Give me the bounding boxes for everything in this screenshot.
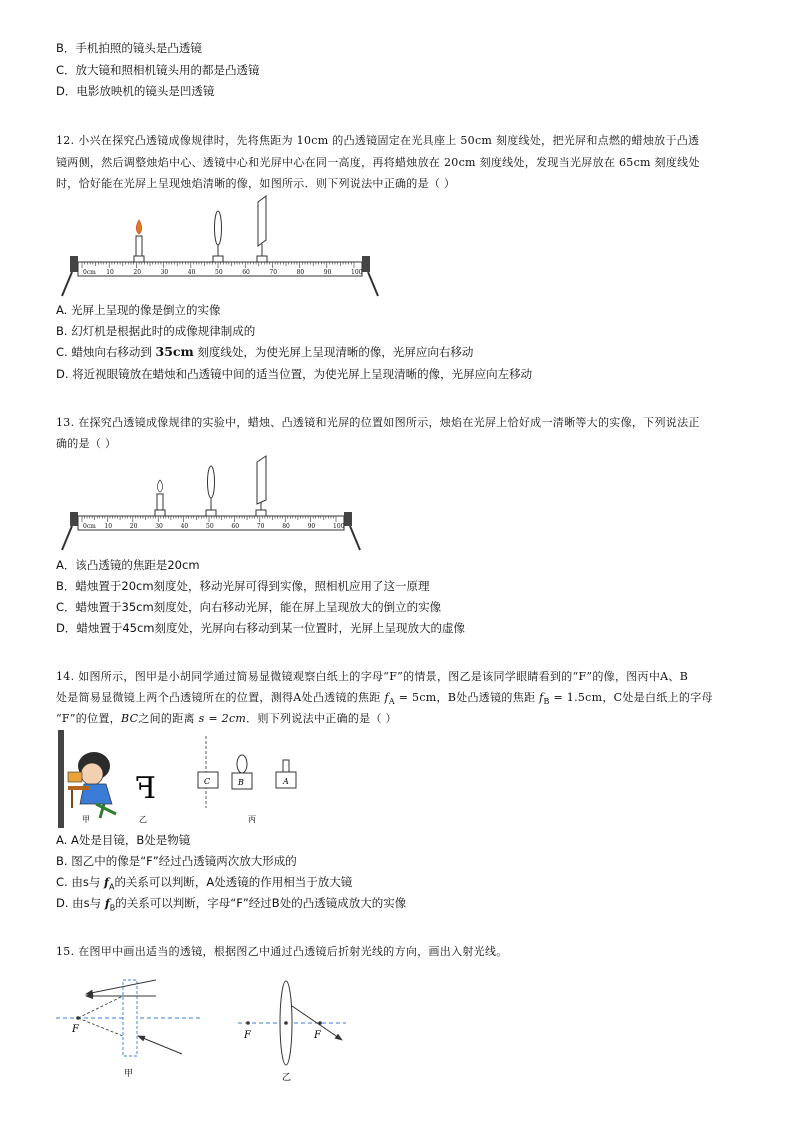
q14-stem-line1: 14. 如图所示，图甲是小胡同学通过简易显微镜观察白纸上的字母“F”的情景，图乙是该同学眼睛看到的“F”的像，图丙中A、B xyxy=(56,670,689,683)
q15-label-jia: 甲 xyxy=(124,1069,134,1079)
q13-screen xyxy=(256,456,266,516)
q12-lens xyxy=(213,211,223,262)
q15-figure xyxy=(52,966,352,1086)
q13-right-leg xyxy=(350,526,360,550)
q15-jia-dashed-ray-down xyxy=(78,1018,123,1036)
q14-option-d-f-symbol: f xyxy=(104,896,110,910)
q15-stem: 15. 在图甲中画出适当的透镜，根据图乙中通过凸透镜后折射光线的方向，画出入射光线。 xyxy=(56,945,508,958)
q15-jia-ray-bottom xyxy=(138,1036,182,1054)
q15-figure-jia xyxy=(56,980,202,1079)
q13-ruler-tick-label: 10 xyxy=(104,523,113,530)
q15-jia-lens-box xyxy=(123,980,137,1056)
q15-jia-focus-label: F xyxy=(72,1024,79,1035)
q14-label-bing: 丙 xyxy=(248,815,256,824)
q14-fb-symbol: f xyxy=(539,691,544,704)
q14-stem-line3 xyxy=(56,711,397,727)
q13-ruler-tick-label: 90 xyxy=(307,523,316,530)
q12-option-c-value: 35cm xyxy=(155,344,194,359)
q12-option-b: B. 幻灯机是根据此时的成像规律制成的 xyxy=(56,324,256,338)
q12-ruler-tick-label: 20 xyxy=(133,269,142,276)
q13-ruler-tick-label: 40 xyxy=(180,523,189,530)
q14-option-c-suffix: 的关系可以判断，A处透镜的作用相当于放大镜 xyxy=(114,875,353,889)
q14-lens-b-ring xyxy=(237,755,247,773)
q12-ruler-tick-label: 90 xyxy=(323,269,332,276)
q13-ruler-tick-label: 30 xyxy=(155,523,163,530)
q13-option-a: A．该凸透镜的焦距是20cm xyxy=(56,558,200,572)
q14-mirrored-f: F xyxy=(135,771,156,806)
q12-ruler-tick-label: 80 xyxy=(296,269,305,276)
q13-stem-line1: 13. 在探究凸透镜成像规律的实验中，蜡烛、凸透镜和光屏的位置如图所示，烛焰在光屏上恰好成一清晰等大的实像，下列说法正 xyxy=(56,416,700,429)
q15-yi-left-focus-label: F xyxy=(244,1030,251,1041)
q14-fa-value: = 5cm xyxy=(394,691,437,704)
q14-lens-c-label: C xyxy=(204,777,211,786)
q12-left-leg xyxy=(62,272,72,296)
q13-lens xyxy=(206,466,216,516)
q12-screen xyxy=(257,196,267,262)
q14-lens-a-label: A xyxy=(283,777,289,786)
q14-label-jia: 甲 xyxy=(82,815,90,824)
q14-student-illustration xyxy=(58,730,120,828)
q14-option-c-prefix: C. 由s与 xyxy=(56,875,104,889)
q13-ruler-tick-label: 50 xyxy=(206,523,214,530)
q13-left-leg xyxy=(62,526,72,550)
q14-bc-symbol: BC xyxy=(120,712,139,725)
q14-label-yi: 乙 xyxy=(139,815,147,824)
q14-stem-line2-middle: ，B处凸透镜的焦距 xyxy=(436,691,540,704)
q15-yi-left-focus-point xyxy=(246,1021,250,1025)
q12-stem-line1: 12. 小兴在探究凸透镜成像规律时，先将焦距为 10cm 的凸透镜固定在光具座上 50cm 刻度线处，把光屏和点燃的蜡烛放于凸透 xyxy=(56,134,700,147)
q13-optical-bench-figure xyxy=(60,452,370,556)
q14-stem-line3-prefix: “F”的位置， xyxy=(56,712,121,725)
q13-stem-line2: 确的是（ ） xyxy=(56,437,117,450)
q12-ruler-tick-label: 40 xyxy=(187,269,196,276)
q13-option-b: B．蜡烛置于20cm刻度处，移动光屏可得到实像，照相机应用了这一原理 xyxy=(56,579,430,593)
q13-ruler-tick-label: 80 xyxy=(282,523,290,530)
q12-optical-bench-figure xyxy=(60,192,390,302)
q13-ruler-tick-label: 60 xyxy=(231,523,240,530)
q13-option-d: D．蜡烛置于45cm刻度处，光屏向右移动到某一位置时，光屏上呈现放大的虚像 xyxy=(56,621,466,635)
q14-fb-subscript: B xyxy=(543,697,550,707)
q15-label-yi: 乙 xyxy=(282,1073,292,1083)
q14-lens-a-tube xyxy=(283,760,289,772)
q12-ruler-tick-label: 60 xyxy=(242,269,250,276)
q13-candle xyxy=(155,480,165,516)
q14-option-d xyxy=(56,895,406,916)
q14-option-c-f-subscript: A xyxy=(108,882,115,892)
q14-figure xyxy=(56,728,316,828)
q11-option-c: C．放大镜和照相机镜头用的都是凸透镜 xyxy=(56,63,260,77)
q14-fa-symbol: f xyxy=(384,691,389,704)
q14-stem-line3-suffix: ．则下列说法中正确的是（ ） xyxy=(246,712,397,725)
q12-option-d: D. 将近视眼镜放在蜡烛和凸透镜中间的适当位置，为使光屏上呈现清晰的像，光屏应向左移动 xyxy=(56,367,533,381)
q11-option-b: B．手机拍照的镜头是凸透镜 xyxy=(56,41,202,55)
q14-s-equation: s = 2cm xyxy=(198,712,247,725)
q12-ruler-tick-label: 30 xyxy=(160,269,169,276)
q15-yi-right-focus-label: F xyxy=(314,1030,321,1041)
q12-ruler-tick-label: 100 xyxy=(351,269,363,276)
q13-left-support xyxy=(70,512,78,526)
q14-option-a: A. A处是目镜，B处是物镜 xyxy=(56,833,191,847)
q14-option-d-suffix: 的关系可以判断，字母“F”经过B处的凸透镜成放大的实像 xyxy=(115,896,407,910)
q12-left-support xyxy=(70,256,78,272)
q14-stem-line2-prefix: 处是简易显微镜上两个凸透镜所在的位置，测得A处凸透镜的焦距 xyxy=(56,691,385,704)
q12-right-support xyxy=(362,256,370,272)
q13-right-support xyxy=(344,512,352,526)
q13-ruler-tick-label: 70 xyxy=(256,523,265,530)
q12-ruler-tick-label: 0cm xyxy=(83,269,96,276)
q12-stem-line2: 镜两侧，然后调整烛焰中心、透镜中心和光屏中心在同一高度，再将蜡烛放在 20cm 刻度线处，发现当光屏放在 65cm 刻度线处 xyxy=(56,156,700,169)
q12-option-c-prefix: C. 蜡烛向右移动到 xyxy=(56,345,156,359)
q14-stem-line2-suffix: ，C处是白纸上的字母 xyxy=(602,691,713,704)
q15-jia-dashed-ray-up xyxy=(78,996,123,1018)
q11-option-d: D．电影放映机的镜头是凹透镜 xyxy=(56,84,215,98)
q13-ruler-tick-label: 0cm xyxy=(83,523,96,530)
q12-ruler-tick-label: 10 xyxy=(106,269,114,276)
q14-option-d-prefix: D. 由s与 xyxy=(56,896,105,910)
q12-option-a: A. 光屏上呈现的像是倒立的实像 xyxy=(56,303,221,317)
q14-fa-subscript: A xyxy=(388,697,395,707)
q14-option-c xyxy=(56,874,352,895)
q12-ruler-tick-label: 70 xyxy=(269,269,278,276)
q13-option-c: C．蜡烛置于35cm刻度处，向右移动光屏，能在屏上呈现放大的倒立的实像 xyxy=(56,600,442,614)
q14-option-b: B. 图乙中的像是“F”经过凸透镜两次放大形成的 xyxy=(56,854,297,868)
q14-stem-line2 xyxy=(56,690,713,710)
q14-option-d-f-subscript: B xyxy=(109,903,116,913)
q15-figure-yi xyxy=(238,981,346,1083)
q13-ruler-tick-label: 20 xyxy=(129,523,138,530)
q12-option-c-suffix: 刻度线处，为使光屏上呈现清晰的像，光屏应向右移动 xyxy=(193,345,474,359)
q14-option-c-f-symbol: f xyxy=(104,875,109,889)
q12-option-c xyxy=(56,344,473,360)
q12-candle xyxy=(134,220,144,262)
q14-lens-b-label: B xyxy=(238,778,244,787)
q15-jia-ray-top xyxy=(86,980,156,994)
q13-ruler-tick-label: 100 xyxy=(333,523,345,530)
q12-ruler-tick-label: 50 xyxy=(215,269,223,276)
q14-stem-line3-middle: 之间的距离 xyxy=(138,712,199,725)
q14-fb-value: = 1.5cm xyxy=(549,691,603,704)
q12-right-leg xyxy=(368,272,378,296)
q15-yi-optical-center xyxy=(284,1021,288,1025)
q12-stem-line3: 时，恰好能在光屏上呈现烛焰清晰的像，如图所示．则下列说法中正确的是（ ） xyxy=(56,177,456,190)
q15-jia-focus-point xyxy=(76,1016,80,1020)
